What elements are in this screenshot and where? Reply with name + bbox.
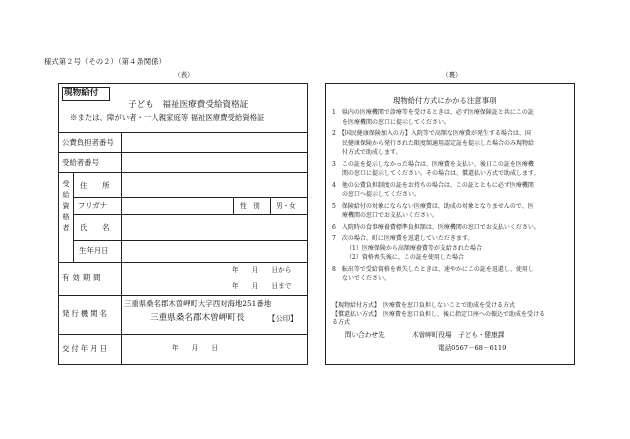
note-4-line-2: [342, 192, 420, 198]
note-number: 6: [332, 223, 342, 231]
name-label: 氏 名: [80, 223, 110, 232]
contact-tel: 電話0567－68－6119: [438, 344, 507, 352]
furigana-label: フリガナ: [78, 201, 108, 210]
note-8-line-1: [332, 267, 534, 273]
note-4-line-1: [332, 183, 534, 189]
note-line: ないでください。: [342, 275, 391, 283]
note-line: 県内の医療機関で診療等を受けるときは、必ず医療保険証と共にこの証: [341, 109, 534, 116]
note-number: 1: [332, 109, 342, 116]
note-line: 【国民健康保険加入の方】入院等で高額な医療費が発生する場合は、国: [341, 130, 531, 137]
sex-label: 性 別: [240, 202, 260, 210]
note-line: 付方式で助成します。: [342, 149, 402, 157]
note-6-line-1: [332, 225, 540, 231]
scheme-shokan: 【償還払い方式】 医療費を窓口負担し、後に指定口座への振込で助成を受ける: [332, 311, 546, 318]
note-line: 保険給付の対象にならない医療費は、助成の対象となりませんので、医: [341, 202, 534, 210]
note-line: 入院時の食事療養費標準負担額は、医療機関の窓口でお支払いください。: [341, 223, 540, 231]
sex-options: 男・女: [276, 202, 296, 210]
note-line: 民健康保険から発行された限度額適用認定証を提示した場合のみ現物給: [342, 139, 535, 147]
card-title: 子ども 福祉医療費受給資格証: [128, 100, 249, 110]
back-title: 現物給付方式にかかる注意事項: [393, 96, 497, 105]
note-1-line-1: [332, 110, 534, 116]
address-label: 住 所: [80, 181, 110, 190]
recipient-side-label: 受給資格者: [62, 180, 70, 235]
issuer-name: 三重県桑名郡木曽岬町長: [150, 313, 245, 323]
note-line: 他の公費負担制度の証をお持ちの場合は、この証とともに必ず医療機関: [341, 181, 534, 189]
stamp-label: 現物給付: [64, 88, 99, 98]
form-number: 様式第２号（その２）（第４条関係）: [44, 57, 166, 66]
note-line: 次の場合、町に医療費を返還していただきます。: [341, 235, 474, 242]
issue-date: 年 月 日: [172, 344, 219, 352]
note-5-line-2: [342, 213, 438, 219]
note-2-line-3: [342, 150, 402, 156]
note-2-line-2: [342, 141, 534, 147]
contact-org: 木曽岬町役場 子ども・健康課: [412, 331, 505, 339]
note-line: 転出等で受給資格を喪失したときは、速やかにこの証を返還し、使用し: [341, 265, 534, 273]
note-line: この証を提示しなかった場合は、医療費を支払い、後日この証を医療機: [341, 160, 534, 168]
public-payer-no-label: 公費負担者番号: [62, 138, 114, 147]
note-line: （1）医療保険から高額療養費等が支給された場合: [346, 244, 482, 252]
note-number: 7: [332, 235, 342, 242]
issuer-label: 発行機関名: [62, 309, 109, 318]
note-number: 2: [332, 130, 342, 137]
back-heading: （裏）: [442, 71, 462, 79]
contact-label: 問い合わせ先: [345, 331, 385, 339]
note-number: 5: [332, 202, 342, 210]
issue-date-label: 交付年月日: [62, 344, 109, 353]
note-3-line-1: [332, 162, 534, 168]
note-number: 3: [332, 160, 342, 168]
note-7-line-2: [346, 246, 482, 252]
note-number: 8: [332, 265, 342, 273]
validity-to: 年 月 日まで: [232, 282, 292, 290]
note-8-line-2: [342, 276, 390, 282]
validity-from: 年 月 日から: [232, 266, 292, 274]
note-5-line-1: [332, 204, 534, 210]
official-seal: 【公印】: [268, 314, 298, 323]
validity-label: 有効期間: [62, 273, 104, 282]
birthdate-label: 生年月日: [79, 246, 109, 255]
note-number: 4: [332, 181, 342, 189]
note-line: （2）資格喪失後に、この証を使用した場合: [346, 254, 464, 262]
note-1-line-2: [342, 120, 450, 126]
note-7-line-1: [332, 236, 473, 242]
note-3-line-2: [342, 171, 540, 177]
note-7-line-3: [346, 255, 464, 261]
note-line: の窓口へ提示してください。: [342, 191, 421, 199]
note-line: を医療機関の窓口に提示してください。: [342, 118, 451, 126]
scheme-shokan-cont: る方式: [332, 319, 351, 326]
recipient-no-label: 受給者番号: [62, 158, 99, 167]
card-subtitle: ※または、障がい者・一人親家庭等 福祉医療費受給資格証: [70, 113, 265, 122]
issuer-address: 三重県桑名郡木曽岬町大字西対海地251番地: [124, 299, 272, 308]
note-line: 関の窓口に提示してください。その場合は、償還払い方式で助成します。: [342, 170, 540, 178]
scheme-genbutsu: 【現物給付方式】 医療費を窓口負担しないことで助成を受ける方式: [332, 302, 516, 309]
front-heading: （表）: [174, 71, 194, 79]
note-line: 療機関の窓口でお支払いください。: [342, 212, 439, 220]
note-2-line-1: [332, 131, 531, 137]
